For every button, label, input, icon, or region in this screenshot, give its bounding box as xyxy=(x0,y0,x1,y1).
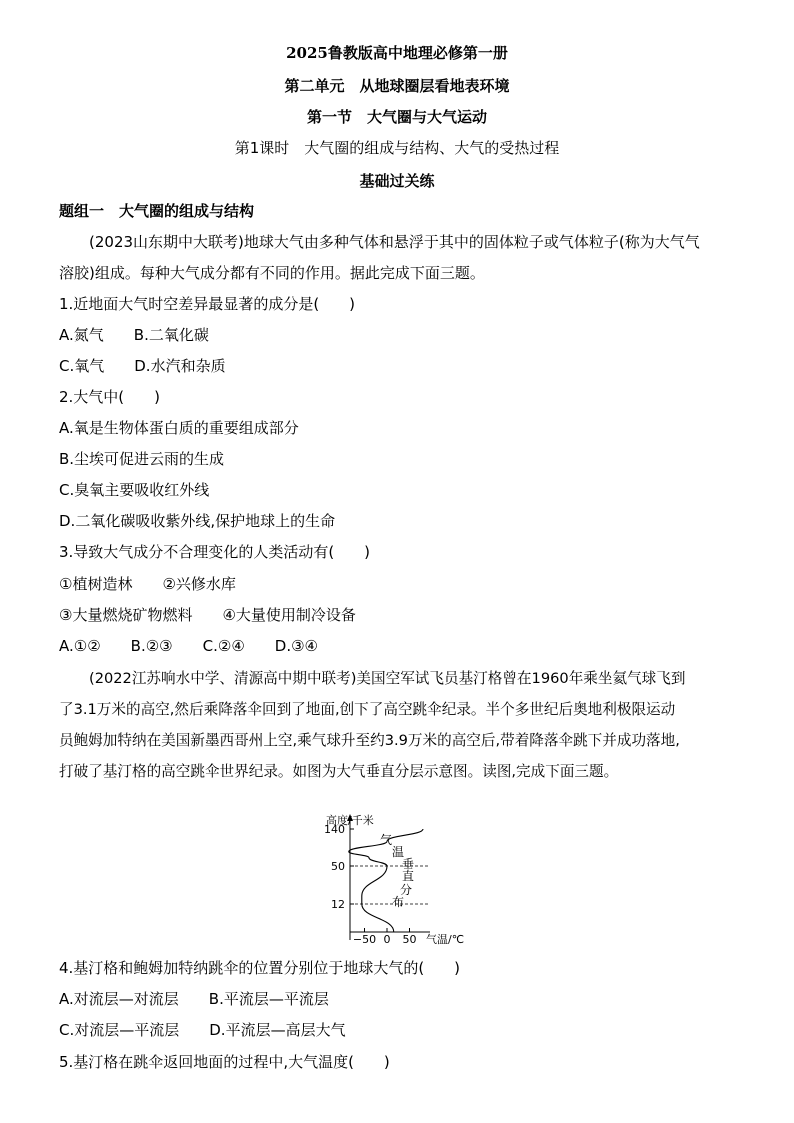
q4-options-row-2 xyxy=(59,1020,739,1040)
q1-option-b: B.二氧化碳 xyxy=(133,326,209,344)
intro-passage-2 xyxy=(59,663,739,787)
intro-line-2: 溶胶)组成。每种大气成分都有不同的作用。据此完成下面三题。 xyxy=(59,264,485,282)
q2-option-c: C.臭氧主要吸收红外线 xyxy=(59,481,210,499)
passage2-line-2: 了3.1万米的高空,然后乘降落伞回到了地面,创下了高空跳伞纪录。半个多世纪后奥地利极限运动 xyxy=(59,701,676,718)
q2-option-b: B.尘埃可促进云雨的生成 xyxy=(59,450,225,468)
passage2-line-1: (2022江苏响水中学、清源高中期中联考)美国空军试飞员基汀格曾在1960年乘坐氦气球飞到 xyxy=(89,670,686,687)
x-tick-label: 0 xyxy=(383,933,391,946)
q3-item-1: ①植树造林 xyxy=(59,575,133,593)
lesson-title: 第1课时 大气圈的组成与结构、大气的受热过程 xyxy=(234,139,560,157)
curve-label-char: 温 xyxy=(392,845,405,859)
intro-passage-1 xyxy=(59,227,739,289)
q4-options-row-1 xyxy=(59,989,739,1009)
chart-marks xyxy=(324,823,430,946)
curve-label-char: 气 xyxy=(380,833,393,847)
q1-options-row-1 xyxy=(59,325,739,345)
group-heading: 题组一 大气圈的组成与结构 xyxy=(59,202,255,220)
q3-option-a: A.①② xyxy=(59,637,101,655)
y-axis-label: 高度/千米 xyxy=(326,814,374,827)
x-axis-label: 气温/℃ xyxy=(426,933,465,946)
q1-options-row-2 xyxy=(59,356,739,376)
q3-option-d: D.③④ xyxy=(274,637,318,655)
q3-item-3: ③大量燃烧矿物燃料 xyxy=(59,606,193,624)
y-tick-label: 140 xyxy=(324,823,345,836)
q2-stem: 2.大气中( ) xyxy=(59,388,161,406)
q5-stem: 5.基汀格在跳伞返回地面的过程中,大气温度( ) xyxy=(59,1053,390,1071)
q4-option-c: C.对流层—平流层 xyxy=(59,1021,180,1039)
y-tick-label: 12 xyxy=(331,898,345,911)
q3-option-b: B.②③ xyxy=(130,637,173,655)
book-title: 2025鲁教版高中地理必修第一册 xyxy=(286,44,508,62)
q1-option-d: D.水汽和杂质 xyxy=(134,357,226,375)
passage2-line-3: 员鲍姆加特纳在美国新墨西哥州上空,乘气球升至约3.9万米的高空后,带着降落伞跳下并成功落地, xyxy=(59,732,680,749)
x-tick-label: 50 xyxy=(402,933,417,946)
y-tick-label: 50 xyxy=(331,860,345,873)
q3-item-2: ②兴修水库 xyxy=(162,575,236,593)
curve-label-char: 布 xyxy=(392,895,405,909)
atmosphere-layers-chart xyxy=(312,812,482,948)
section-title: 第一节 大气圈与大气运动 xyxy=(306,108,487,126)
curve-label-char: 直 xyxy=(402,869,415,883)
exercise-title: 基础过关练 xyxy=(359,172,435,190)
passage2-line-4: 打破了基汀格的高空跳伞世界纪录。如图为大气垂直分层示意图。读图,完成下面三题。 xyxy=(59,763,619,780)
curve-label-char: 垂 xyxy=(402,857,415,871)
q3-option-c: C.②④ xyxy=(202,637,245,655)
q3-item-4: ④大量使用制冷设备 xyxy=(222,606,356,624)
q3-items-row-2 xyxy=(59,605,739,625)
q2-option-a: A.氧是生物体蛋白质的重要组成部分 xyxy=(59,419,299,437)
q4-option-a: A.对流层—对流层 xyxy=(59,990,179,1008)
q4-stem: 4.基汀格和鲍姆加特纳跳伞的位置分别位于地球大气的( ) xyxy=(59,959,461,977)
q1-option-c: C.氧气 xyxy=(59,357,105,375)
intro-line-1: (2023山东期中大联考)地球大气由多种气体和悬浮于其中的固体粒子或气体粒子(称为大气气 xyxy=(89,233,700,251)
q1-stem: 1.近地面大气时空差异最显著的成分是( ) xyxy=(59,295,356,313)
chart-svg xyxy=(312,812,482,948)
x-tick-label: −50 xyxy=(352,933,377,946)
q3-items-row-1 xyxy=(59,574,739,594)
curve-label-char: 分 xyxy=(400,883,413,897)
q2-option-d: D.二氧化碳吸收紫外线,保护地球上的生命 xyxy=(59,512,336,530)
unit-title: 第二单元 从地球圈层看地表环境 xyxy=(284,77,510,95)
q3-stem: 3.导致大气成分不合理变化的人类活动有( ) xyxy=(59,543,371,561)
q1-option-a: A.氮气 xyxy=(59,326,104,344)
q4-option-b: B.平流层—平流层 xyxy=(208,990,329,1008)
q3-options-row xyxy=(59,636,739,656)
q4-option-d: D.平流层—高层大气 xyxy=(209,1021,346,1039)
